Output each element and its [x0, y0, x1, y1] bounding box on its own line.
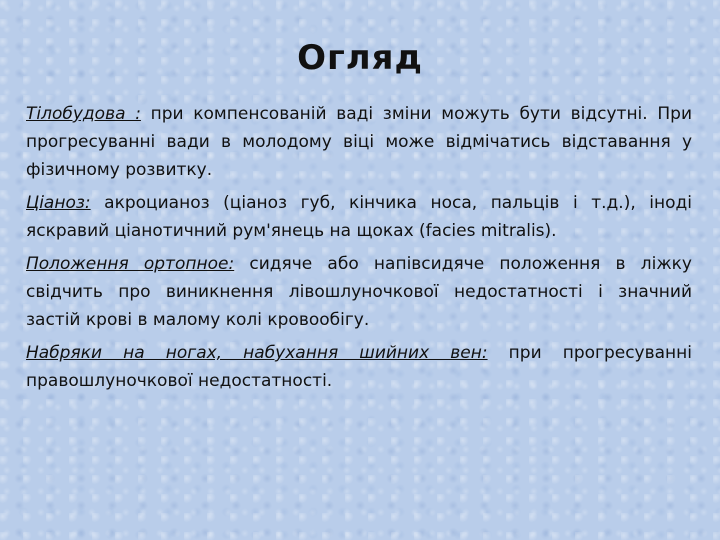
- paragraph-body-build: [26, 100, 692, 184]
- text-orthopnea: сидяче або напівсидяче положення в ліжку свідчить про виникнення лівошлуночкової недостатності і значний застій крові в малому колі кровообігу.: [26, 254, 692, 330]
- slide-title: Огляд: [297, 38, 423, 78]
- paragraph-orthopnea: [26, 250, 692, 334]
- paragraph-edema: [26, 339, 692, 395]
- slide-content: [26, 100, 692, 400]
- text-cyanosis: акроцианоз (ціаноз губ, кінчика носа, пальців і т.д.), іноді яскравий ціанотичний рум'янець на щоках (facies mitralis).: [26, 193, 692, 241]
- term-orthopnea: Положення ортопное:: [26, 254, 235, 274]
- paragraph-cyanosis: [26, 189, 692, 245]
- term-body-build: Тілобудова :: [26, 104, 141, 124]
- text-body-build: при компенсованій ваді зміни можуть бути відсутні. При прогресуванні вади в молодому віці може відмічатись відставання у фізичному розвитку.: [26, 104, 692, 180]
- text-edema: при прогресуванні правошлуночкової недостатності.: [26, 343, 693, 391]
- term-edema: Набряки на ногах, набухання шийних вен:: [26, 343, 488, 363]
- term-cyanosis: Ціаноз:: [26, 193, 91, 213]
